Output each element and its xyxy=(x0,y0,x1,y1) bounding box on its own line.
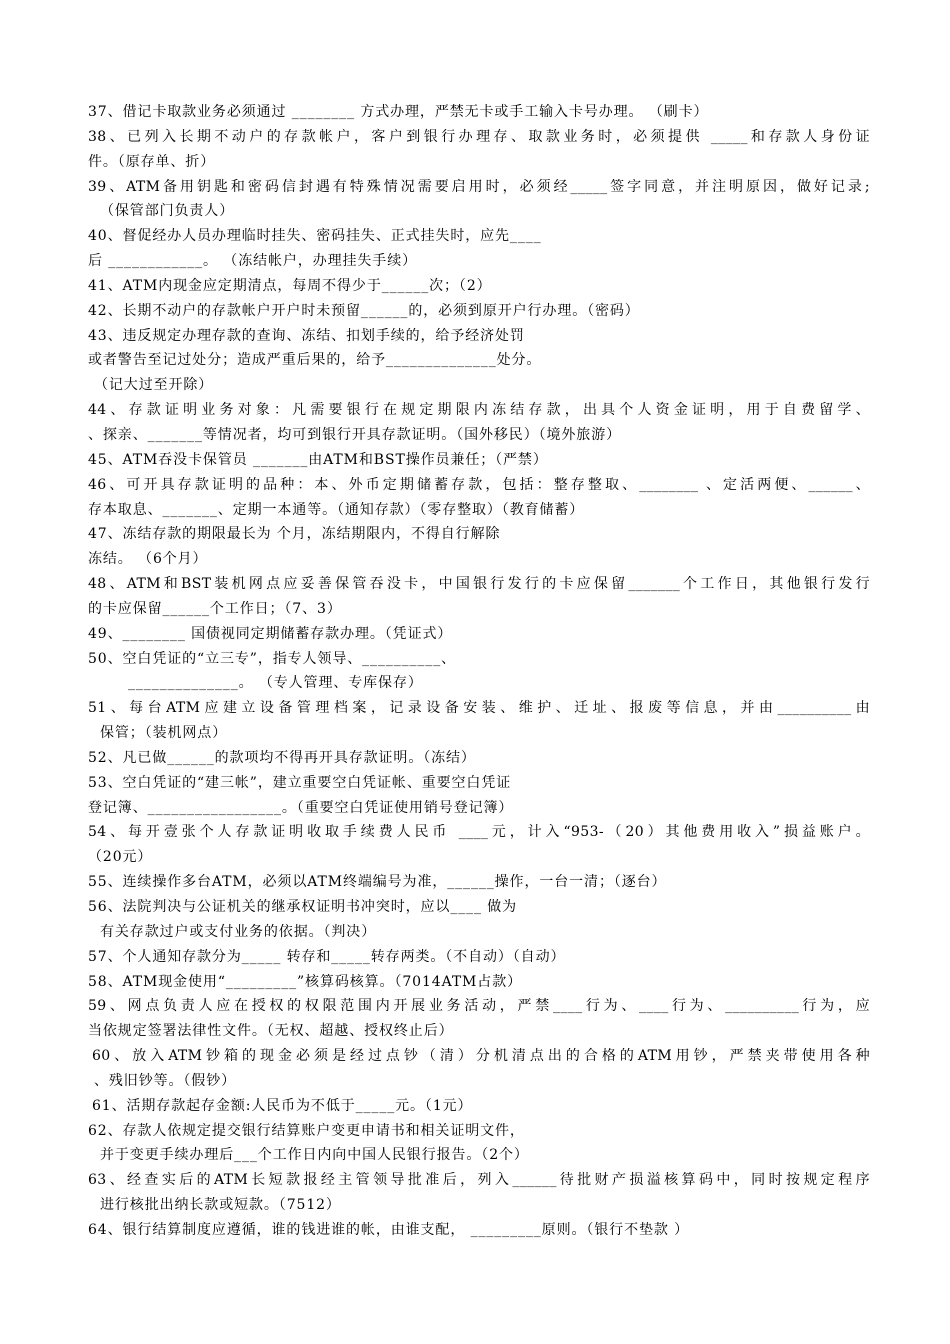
document-line: 38、已列入长期不动户的存款帐户，客户到银行办理存、取款业务时，必须提供 _____和存款人身份证 xyxy=(88,128,870,145)
document-line: 59、网点负责人应在授权的权限范围内开展业务活动，严禁____行为、____行为、__________行为，应 xyxy=(88,998,870,1015)
document-line: ______________。 （专人管理、专库保存） xyxy=(128,675,423,692)
document-line: 46、可开具存款证明的品种：本、外币定期储蓄存款，包括：整存整取、________ 、定活两便、______、 xyxy=(88,476,870,493)
document-line: 55、连续操作多台ATM，必须以ATM终端编号为准，______操作，一台一清；（逐台） xyxy=(88,874,667,891)
document-line: 61、活期存款起存金额:人民币为不低于_____元。（1元） xyxy=(92,1097,473,1114)
document-line: 、探亲、_______等情况者，均可到银行开具存款证明。（国外移民）（境外旅游） xyxy=(88,426,621,443)
document-line: 39、ATM备用钥匙和密码信封遇有特殊情况需要启用时，必须经_____签字同意，并注明原因，做好记录; xyxy=(88,178,870,195)
document-line: （记大过至开除） xyxy=(94,377,214,394)
document-line: 57、个人通知存款分为_____ 转存和_____转存两类。（不自动）（自动） xyxy=(88,948,566,965)
document-line: 存本取息、_______、定期一本通等。（通知存款）（零存整取）（教育储蓄） xyxy=(88,501,585,518)
document-line: 48、ATM和BST装机网点应妥善保管吞没卡，中国银行发行的卡应保留_______个工作日，其他银行发行 xyxy=(88,576,870,593)
document-line: 41、ATM内现金应定期清点，每周不得少于______次；（2） xyxy=(88,277,492,294)
document-line: 49、________ 国债视同定期储蓄存款办理。（凭证式） xyxy=(88,625,453,642)
document-line: 保管；（装机网点） xyxy=(100,725,228,742)
document-line: 44、存款证明业务对象：凡需要银行在规定期限内冻结存款，出具个人资金证明，用于自费留学、 xyxy=(88,402,870,419)
document-line: 43、违反规定办理存款的查询、冻结、扣划手续的，给予经济处罚 xyxy=(88,327,525,344)
document-line: 45、ATM吞没卡保管员 _______由ATM和BST操作员兼任；（严禁） xyxy=(88,451,548,468)
document-line: 60、放入ATM钞箱的现金必须是经过点钞（清）分机清点出的合格的ATM用钞，严禁夹带使用各种 xyxy=(92,1048,870,1065)
document-line: 件。（原存单、折） xyxy=(88,153,216,170)
document-line: 冻结。 （6个月） xyxy=(88,551,208,568)
document-line: 进行核批出纳长款或短款。（7512） xyxy=(100,1197,341,1214)
question-list xyxy=(88,100,870,1243)
document-line: 或者警告至记过处分；造成严重后果的，给予______________处分。 xyxy=(88,352,542,369)
document-line: （20元） xyxy=(88,849,153,866)
document-line: 58、ATM现金使用“_________”核算码核算。（7014ATM占款） xyxy=(88,973,522,990)
document-line: 64、银行结算制度应遵循，谁的钱进谁的帐，由谁支配， _________原则。（银行不垫款 ） xyxy=(88,1221,690,1238)
document-line: 51、每台ATM应建立设备管理档案，记录设备安装、维护、迁址、报废等信息，并由__________由 xyxy=(88,700,870,717)
document-line: 、残旧钞等。（假钞） xyxy=(94,1072,236,1089)
document-line: 53、空白凭证的“建三帐”，建立重要空白凭证帐、重要空白凭证 xyxy=(88,774,512,791)
document-line: 后 ____________。 （冻结帐户，办理挂失手续） xyxy=(88,253,417,270)
document-line: 有关存款过户或支付业务的依据。（判决） xyxy=(100,923,377,940)
document-line: 37、借记卡取款业务必须通过 ________ 方式办理，严禁无卡或手工输入卡号办理。 （刷卡） xyxy=(88,104,709,120)
document-line: 47、冻结存款的期限最长为 个月，冻结期限内，不得自行解除 xyxy=(88,526,501,543)
document-line: 登记簿、_________________。（重要空白凭证使用销号登记簿） xyxy=(88,799,514,816)
document-line: 当依规定签署法律性文件。（无权、超越、授权终止后） xyxy=(88,1023,454,1040)
document-line: 62、存款人依规定提交银行结算账户变更申请书和相关证明文件， xyxy=(88,1122,525,1139)
document-line: （保管部门负责人） xyxy=(100,203,235,220)
document-line: 54、每开壹张个人存款证明收取手续费人民币 ____元，计入“953-（20）其他费用收入”损益账户。 xyxy=(88,824,870,841)
document-line: 40、督促经办人员办理临时挂失、密码挂失、正式挂失时，应先____ xyxy=(88,228,542,245)
document-line: 42、长期不动户的存款帐户开户时未预留______的，必须到原开户行办理。（密码） xyxy=(88,302,640,319)
document-line: 50、空白凭证的“立三专”，指专人领导、__________、 xyxy=(88,650,457,667)
document-line: 52、凡已做______的款项均不得再开具存款证明。（冻结） xyxy=(88,749,476,766)
document-line: 56、法院判决与公证机关的继承权证明书冲突时，应以____ 做为 xyxy=(88,899,518,915)
document-line: 并于变更手续办理后___个工作日内向中国人民银行报告。（2个） xyxy=(100,1147,529,1164)
document-line: 63、经查实后的ATM长短款报经主管领导批准后，列入______待批财产损溢核算码中，同时按规定程序 xyxy=(88,1172,870,1189)
document-line: 的卡应保留______个工作日；（7、3） xyxy=(88,600,342,617)
